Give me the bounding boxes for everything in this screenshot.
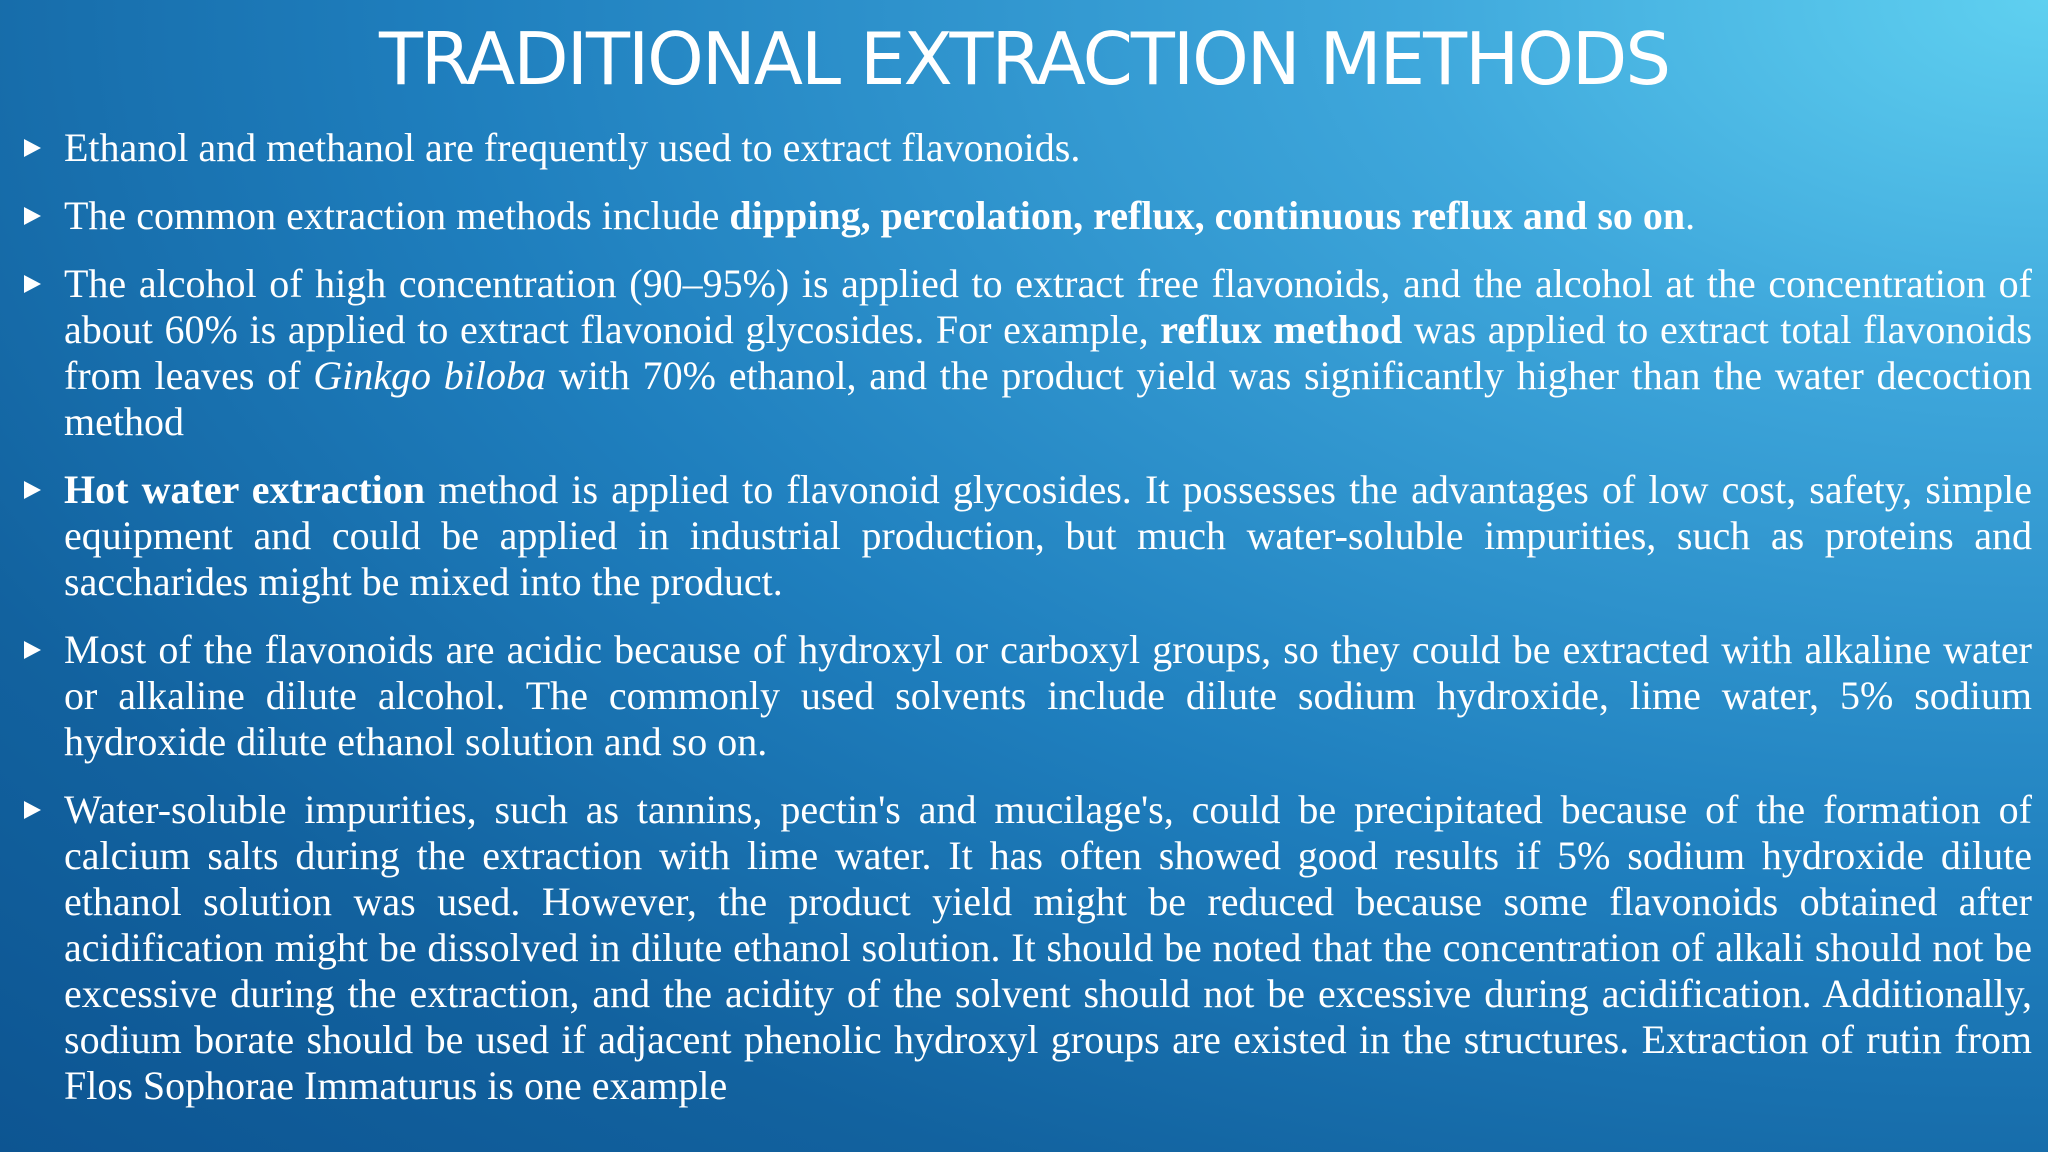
- bullet-arrow-icon: [24, 801, 41, 819]
- bullet-arrow-icon: [24, 641, 41, 659]
- bullet-text: was applied to extract total flavonoids from leaves of: [64, 307, 2033, 398]
- bullet-arrow-icon: [24, 481, 41, 499]
- bullet-item: [64, 125, 2032, 171]
- bullet-arrow-icon: [24, 139, 41, 157]
- bullet-text-italic: Ginkgo biloba: [313, 353, 547, 398]
- bullet-item: [64, 787, 2032, 1109]
- bullet-text-bold: dipping, percolation, reflux, continuous reflux and so on: [729, 193, 1686, 238]
- bullet-text: method is applied to flavonoid glycosides. It possesses the advantages of low cost, safety, simple equipment and could be applied in industrial production, but much water-soluble impurities, such as proteins and saccharides might be mixed into the product.: [64, 467, 2033, 604]
- bullet-text-bold: reflux method: [1160, 307, 1403, 352]
- bullet-arrow-icon: [24, 275, 41, 293]
- bullet-text: Most of the flavonoids are acidic because of hydroxyl or carboxyl groups, so they could be extracted with alkaline water or alkaline dilute alcohol. The commonly used solvents include dilute sodium hydroxide, lime water, 5% sodium hydroxide dilute ethanol solution and so on.: [64, 627, 2032, 764]
- bullet-list: [0, 125, 2048, 1131]
- bullet-text: The common extraction methods include: [64, 193, 730, 238]
- bullet-text: Water-soluble impurities, such as tannins, pectin's and mucilage's, could be precipitated because of the formation of calcium salts during the extraction with lime water. It has often showed good results if 5% sodium hydroxide dilute ethanol solution was used. However, the product yield might be reduced because some flavonoids obtained after acidification might be dissolved in dilute ethanol solution. It should be noted that the concentration of alkali should not be excessive during the extraction, and the acidity of the solvent should not be excessive during acidification. Additionally, sodium borate should be used if adjacent phenolic hydroxyl groups are existed in the structures. Extraction of rutin from Flos Sophorae Immaturus is one example: [64, 787, 2032, 1108]
- bullet-item: [64, 193, 2032, 239]
- bullet-item: [64, 627, 2032, 765]
- bullet-text: .: [1685, 193, 1696, 238]
- bullet-arrow-icon: [24, 207, 41, 225]
- slide-title: TRADITIONAL EXTRACTION METHODS: [378, 17, 1670, 101]
- bullet-text: with 70% ethanol, and the product yield was significantly higher than the water decoction method: [64, 353, 2033, 444]
- bullet-text: Ethanol and methanol are frequently used to extract flavonoids.: [64, 125, 1081, 170]
- bullet-item: [64, 467, 2032, 605]
- bullet-text: The alcohol of high concentration (90–95%) is applied to extract free flavonoids, and the alcohol at the concentration of about 60% is applied to extract flavonoid glycosides. For example,: [64, 261, 2032, 352]
- bullet-item: [64, 261, 2032, 445]
- bullet-text-bold: Hot water extraction: [64, 467, 426, 512]
